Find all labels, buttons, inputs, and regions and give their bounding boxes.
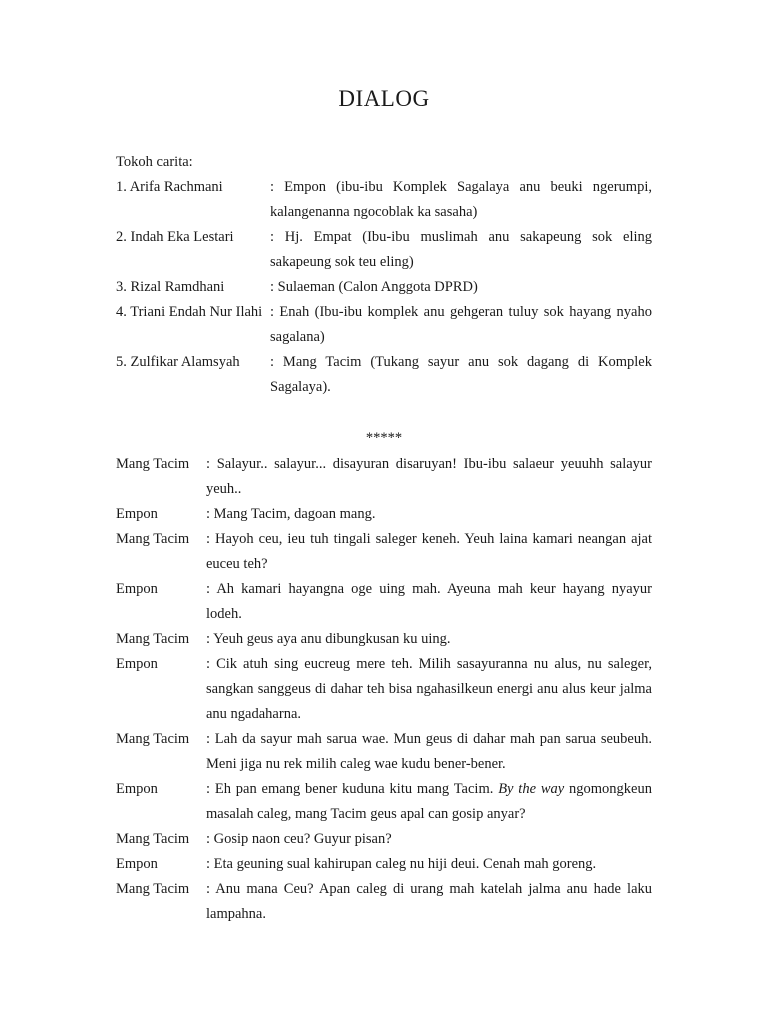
cast-item <box>116 275 652 300</box>
dialog-line <box>116 877 652 927</box>
cast-role: : Sulaeman (Calon Anggota DPRD) <box>270 279 478 295</box>
dialog-text: : Cik atuh sing eucreug mere teh. Milih sasayuranna nu alus, nu saleger, sangkan sanggeus di dahar teh bisa ngahasilkeun energi anu alus keur jalma anu ngadaharna. <box>206 656 652 722</box>
dialog-list <box>116 452 652 927</box>
dialog-line <box>116 827 652 852</box>
cast-item <box>116 225 652 275</box>
dialog-line <box>116 452 652 502</box>
speaker-name: Mang Tacim <box>116 456 190 472</box>
dialog-line <box>116 527 652 577</box>
speaker-name: Empon <box>116 856 158 872</box>
dialog-line <box>116 652 652 727</box>
speaker-name: Mang Tacim <box>116 831 190 847</box>
cast-name: 1. Arifa Rachmani <box>116 179 223 195</box>
dialog-text-emphasis: By the way <box>498 781 565 797</box>
section-separator: ***** <box>365 430 403 446</box>
dialog-text: : Ah kamari hayangna oge uing mah. Ayeuna mah keur hayang nyayur lodeh. <box>206 581 652 622</box>
cast-role: : Enah (Ibu-ibu komplek anu gehgeran tuluy sok hayang nyaho sagalana) <box>270 304 652 345</box>
dialog-text: : Anu mana Ceu? Apan caleg di urang mah katelah jalma anu hade laku lampahna. <box>206 881 652 922</box>
dialog-text: : Yeuh geus aya anu dibungkusan ku uing. <box>206 631 451 647</box>
cast-role: : Empon (ibu-ibu Komplek Sagalaya anu beuki ngerumpi, kalangenanna ngocoblak ka sasaha) <box>270 179 652 220</box>
cast-name: 5. Zulfikar Alamsyah <box>116 354 240 370</box>
dialog-text-part: ngomongkeun masalah caleg, mang Tacim geus apal can gosip anyar? <box>206 781 652 822</box>
dialog-text: : Lah da sayur mah sarua wae. Mun geus di dahar mah pan sarua seubeuh. Meni jiga nu rek milih caleg wae kudu bener-bener. <box>206 731 652 772</box>
cast-item <box>116 300 652 350</box>
speaker-name: Empon <box>116 656 158 672</box>
dialog-text-part: : Eh pan emang bener kuduna kitu mang Tacim. <box>206 781 499 797</box>
dialog-line <box>116 777 652 827</box>
cast-role: : Hj. Empat (Ibu-ibu muslimah anu sakapeung sok eling sakapeung sok teu eling) <box>270 229 652 270</box>
document-title: DIALOG <box>338 86 430 111</box>
cast-list <box>116 175 652 400</box>
cast-item <box>116 175 652 225</box>
dialog-line <box>116 577 652 627</box>
dialog-line <box>116 502 652 527</box>
cast-name: 3. Rizal Ramdhani <box>116 279 225 295</box>
dialog-text <box>206 777 652 827</box>
dialog-text: : Eta geuning sual kahirupan caleg nu hiji deui. Cenah mah goreng. <box>206 856 597 872</box>
cast-label: Tokoh carita: <box>116 154 193 170</box>
cast-item <box>116 350 652 400</box>
speaker-name: Empon <box>116 581 158 597</box>
speaker-name: Mang Tacim <box>116 531 190 547</box>
dialog-line <box>116 627 652 652</box>
dialog-line <box>116 852 652 877</box>
cast-name: 4. Triani Endah Nur Ilahi <box>116 304 263 320</box>
cast-name: 2. Indah Eka Lestari <box>116 229 234 245</box>
speaker-name: Empon <box>116 506 158 522</box>
cast-role: : Mang Tacim (Tukang sayur anu sok dagang di Komplek Sagalaya). <box>270 354 652 395</box>
speaker-name: Mang Tacim <box>116 631 190 647</box>
speaker-name: Mang Tacim <box>116 731 190 747</box>
dialog-line <box>116 727 652 777</box>
speaker-name: Empon <box>116 781 158 797</box>
dialog-text: : Mang Tacim, dagoan mang. <box>206 506 376 522</box>
speaker-name: Mang Tacim <box>116 881 190 897</box>
dialog-text: : Hayoh ceu, ieu tuh tingali saleger keneh. Yeuh laina kamari neangan ajat euceu teh? <box>206 531 652 572</box>
dialog-text: : Gosip naon ceu? Guyur pisan? <box>206 831 392 847</box>
dialog-text: : Salayur.. salayur... disayuran disaruyan! Ibu-ibu salaeur yeuuhh salayur yeuh.. <box>206 456 652 497</box>
